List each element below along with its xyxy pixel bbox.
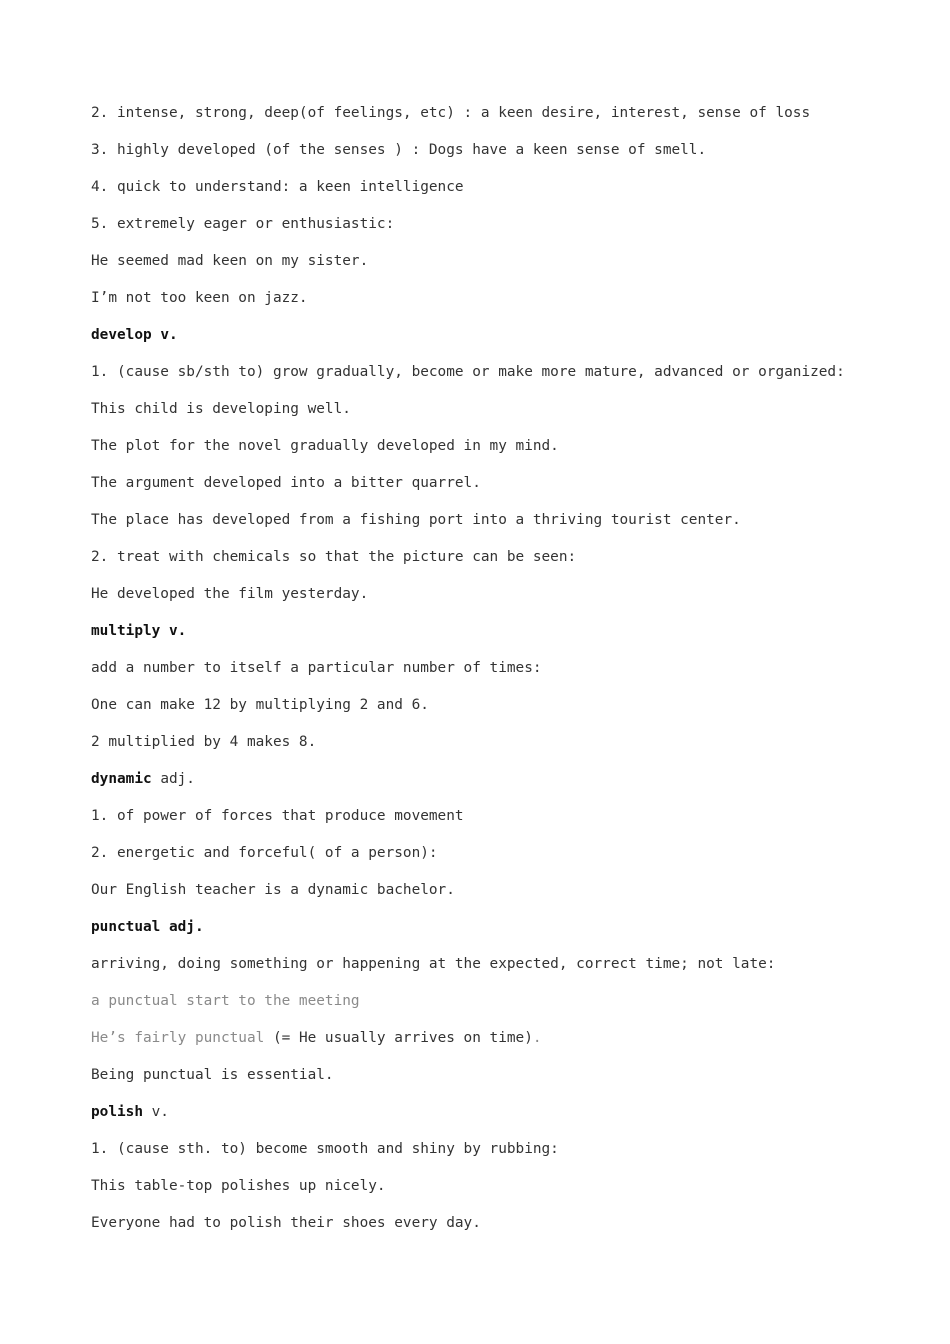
entry-headword-punctual xyxy=(91,916,931,953)
example-sentence: He developed the film yesterday. xyxy=(91,586,369,602)
definition-line: add a number to itself a particular number of times: xyxy=(91,660,542,676)
definition-line: 3. highly developed (of the senses ) : Dogs have a keen sense of smell. xyxy=(91,142,707,158)
part-of-speech: adj. xyxy=(160,919,204,935)
entry-headword-polish xyxy=(91,1101,931,1138)
headword: dynamic xyxy=(91,771,152,787)
example-sentence: a punctual start to the meeting xyxy=(91,993,360,1009)
entry-headword-multiply xyxy=(91,620,931,657)
headword: develop xyxy=(91,327,152,343)
example-sentence: The place has developed from a fishing port into a thriving tourist center. xyxy=(91,512,741,528)
example-sentence: Our English teacher is a dynamic bachelor. xyxy=(91,882,455,898)
entry-headword-dynamic xyxy=(91,768,931,805)
part-of-speech: v. xyxy=(160,623,187,639)
definition-line: arriving, doing something or happening at the expected, correct time; not late: xyxy=(91,956,776,972)
example-gloss: (= He usually arrives on time) xyxy=(272,1030,533,1046)
definition-line: 5. extremely eager or enthusiastic: xyxy=(91,216,395,232)
headword: polish xyxy=(91,1104,143,1120)
headword: punctual xyxy=(91,919,161,935)
example-sentence: The argument developed into a bitter quarrel. xyxy=(91,475,481,491)
part-of-speech: v. xyxy=(142,1104,169,1120)
example-sentence: One can make 12 by multiplying 2 and 6. xyxy=(91,697,429,713)
document-body xyxy=(91,102,931,1249)
example-sentence: This child is developing well. xyxy=(91,401,351,417)
example-sentence: I’m not too keen on jazz. xyxy=(91,290,308,306)
definition-line: 1. (cause sth. to) become smooth and shiny by rubbing: xyxy=(91,1141,559,1157)
example-sentence: Everyone had to polish their shoes every day. xyxy=(91,1215,481,1231)
definition-line: 2. energetic and forceful( of a person): xyxy=(91,845,438,861)
example-part: . xyxy=(532,1030,542,1046)
example-sentence: 2 multiplied by 4 makes 8. xyxy=(91,734,317,750)
part-of-speech: adj. xyxy=(151,771,195,787)
definition-line: 2. intense, strong, deep(of feelings, etc) : a keen desire, interest, sense of loss xyxy=(91,105,811,121)
definition-line: 1. (cause sb/sth to) grow gradually, become or make more mature, advanced or organized: xyxy=(91,364,845,380)
example-sentence-mixed xyxy=(91,1027,931,1064)
definition-line: 2. treat with chemicals so that the picture can be seen: xyxy=(91,549,577,565)
definition-line: 4. quick to understand: a keen intelligence xyxy=(91,179,464,195)
part-of-speech: v. xyxy=(151,327,178,343)
example-sentence: Being punctual is essential. xyxy=(91,1067,334,1083)
example-sentence: The plot for the novel gradually developed in my mind. xyxy=(91,438,559,454)
example-part: He’s fairly punctual xyxy=(91,1030,273,1046)
example-sentence: He seemed mad keen on my sister. xyxy=(91,253,369,269)
definition-line: 1. of power of forces that produce movement xyxy=(91,808,464,824)
entry-headword-develop xyxy=(91,324,931,361)
example-sentence: This table-top polishes up nicely. xyxy=(91,1178,386,1194)
headword: multiply xyxy=(91,623,161,639)
